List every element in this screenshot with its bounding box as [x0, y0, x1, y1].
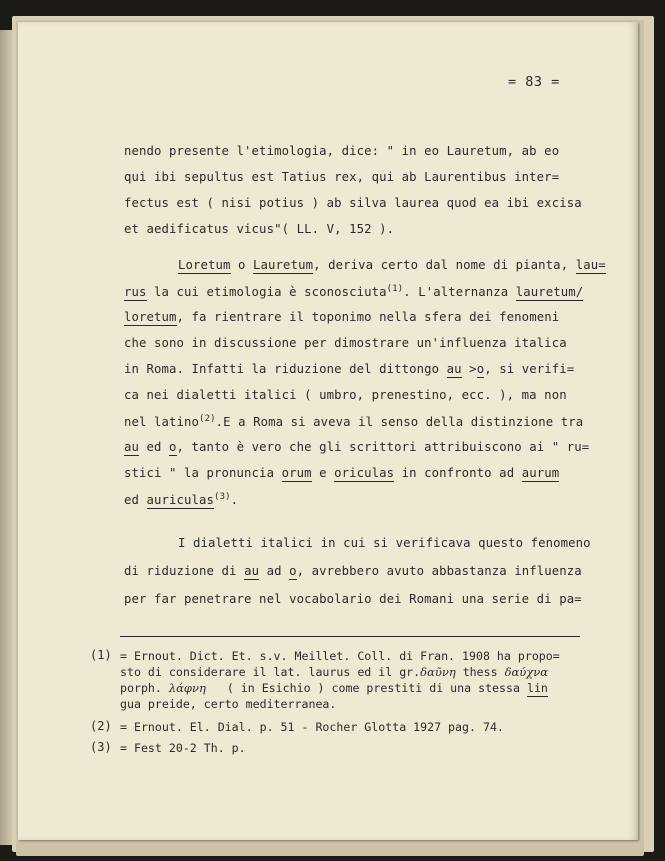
text-run: , si verifi= [484, 362, 575, 376]
underlined-word: orum [281, 466, 312, 480]
text-line [124, 284, 583, 299]
underlined-word: lauretum/ [515, 285, 584, 299]
text-line [124, 440, 589, 454]
handwritten-greek: δαῦνη [420, 665, 456, 679]
footnote-divider [120, 636, 580, 637]
page-number: = 83 = [508, 74, 560, 90]
footnote-line [120, 697, 336, 711]
text-line [124, 310, 559, 324]
text-run: "( LL. V, 152 ). [274, 222, 395, 236]
underlined-word: au [124, 440, 140, 454]
text-run: sto di considerare il lat. laurus ed il gr. [120, 665, 421, 679]
text-run: di riduzione di [124, 564, 245, 578]
underlined-word: o [476, 362, 485, 376]
footnote-line: = Fest 20-2 Th. p. [120, 741, 246, 755]
text-run: , avrebbero avuto abbastanza influenza [296, 564, 582, 578]
footnote-number: (1) [90, 648, 112, 662]
footnote-line [120, 665, 548, 679]
text-line [124, 564, 582, 578]
text-line [124, 222, 394, 236]
text-run: in Roma. Infatti la riduzione del dittongo [124, 362, 447, 376]
text-run: .E a Roma si aveva il senso della distinzione tra [215, 415, 584, 429]
text-line: per far penetrare nel vocabolario dei Romani una serie di pa= [124, 592, 582, 606]
underlined-word: rus [124, 285, 147, 299]
text-run: ed [139, 440, 170, 454]
underlined-word: o [169, 440, 177, 454]
footnote-number: (2) [90, 719, 112, 733]
footnote-ref: (3) [214, 492, 231, 502]
text-run: ad [259, 564, 290, 578]
footnote-ref: (1) [386, 284, 404, 294]
text-line [124, 466, 559, 480]
underlined-word: auriculas [146, 493, 215, 507]
text-line [124, 414, 583, 429]
text-run: stici " la pronuncia [124, 466, 282, 480]
text-run: . [230, 493, 239, 507]
text-run: , fa rientrare il toponimo nella sfera dei fenomeni [176, 310, 560, 324]
text-run: la cui etimologia è sconosciuta [146, 285, 387, 299]
text-line: I dialetti italici in cui si verificava questo fenomeno [178, 536, 591, 550]
text-run: , tanto è vero che gli scrittori attribuiscono ai " ru= [176, 440, 590, 454]
text-run: thess [455, 665, 505, 679]
underlined-word: oriculas [334, 466, 395, 480]
text-run: e [311, 466, 335, 480]
text-run: nel latino [124, 415, 200, 429]
handwritten-greek: λάφνη [168, 681, 206, 695]
underlined-word: lau= [575, 258, 606, 272]
text-run: > [461, 362, 477, 376]
underlined-word: Lauretum [253, 258, 314, 272]
text-line: ca nei dialetti italici ( umbro, prenestino, ecc. ), ma non [124, 388, 567, 402]
underlined-word: o [289, 564, 297, 578]
text-run: ( in Esichio ) come prestiti di una stessa [205, 681, 527, 695]
text-run: gua preide, certo mediterranea. [120, 697, 337, 711]
footnote-line: = Ernout. El. Dial. p. 51 - Rocher Glotta 1927 pag. 74. [120, 720, 504, 734]
underlined-word: au [446, 362, 462, 376]
text-run: porph. [120, 681, 169, 695]
text-line: che sono in discussione per dimostrare un'influenza italica [124, 336, 567, 350]
text-line [124, 362, 574, 376]
text-line: qui ibi sepultus est Tatius rex, qui ab Laurentibus inter= [124, 170, 560, 184]
text-run: et aedificatus vicus [124, 222, 275, 236]
text-run: . L'alternanza [403, 285, 516, 299]
text-line [124, 492, 238, 507]
text-run: , deriva certo dal nome di pianta, [313, 258, 576, 272]
underlined-word: aurum [521, 466, 560, 480]
text-line [178, 258, 606, 272]
text-line: nendo presente l'etimologia, dice: " in eo Lauretum, ab eo [124, 144, 560, 158]
text-run: ed [124, 493, 147, 507]
footnote-ref: (2) [199, 414, 216, 424]
footnote-line: = Ernout. Dict. Et. s.v. Meillet. Coll. di Fran. 1908 ha propo= [120, 649, 560, 663]
text-run: in confronto ad [394, 466, 522, 480]
underlined-word: Loretum [178, 258, 231, 272]
handwritten-greek: δαύχνα [504, 665, 548, 679]
underlined-word: lin [526, 681, 548, 695]
document-page [18, 22, 638, 840]
footnote-number: (3) [90, 740, 112, 754]
underlined-word: au [244, 564, 260, 578]
text-line: fectus est ( nisi potius ) ab silva laurea quod ea ibi excisa [124, 196, 582, 210]
underlined-word: loretum [124, 310, 177, 324]
text-run: o [230, 258, 254, 272]
footnote-line [120, 681, 548, 695]
